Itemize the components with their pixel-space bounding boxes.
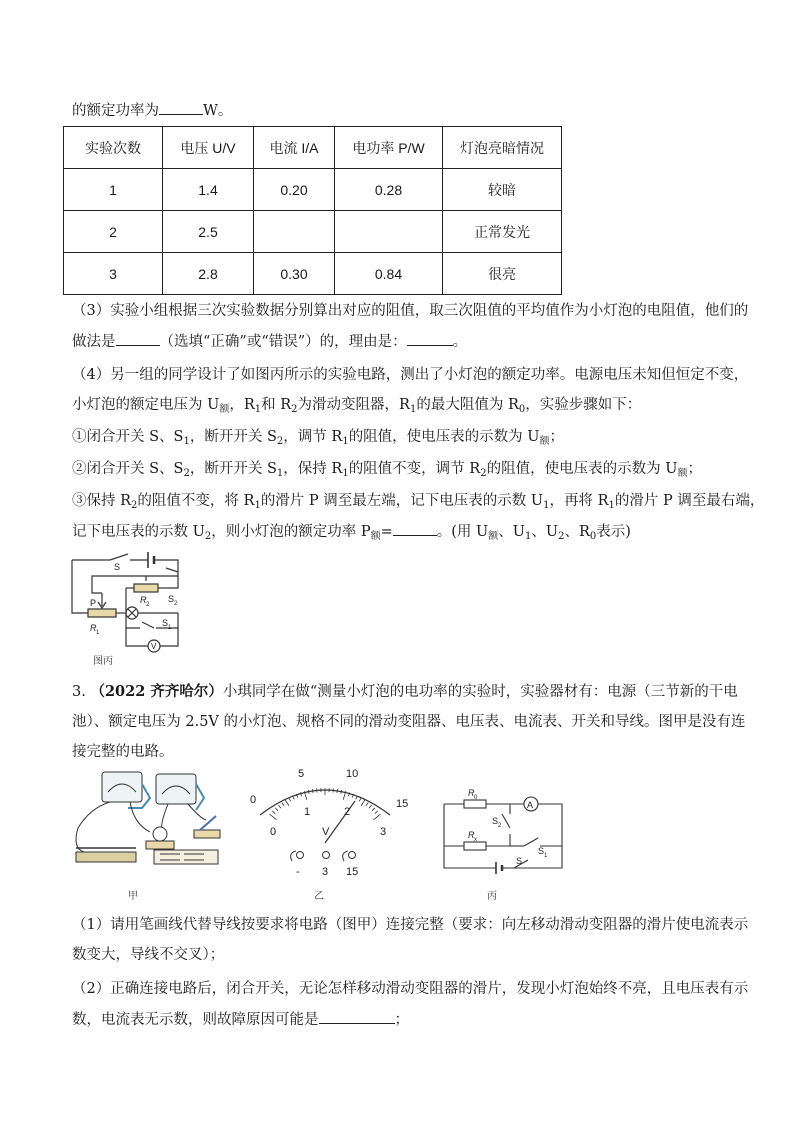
q4-step1: ①闭合开关 S、$S_1$，断开开关 $S_2$，调节 $R_1$的阻值，使电压表的示数为 $U_额$； (72, 429, 565, 447)
label-s: S (516, 856, 523, 866)
q4-step4: 记下电压表的示数 $U_2$，则小灯泡的额定功率 $P_额=$ 。(用 $U_额$、$U_1$、$U_2$、$R_0$表示) (72, 521, 631, 547)
rheostat-r2 (134, 584, 158, 592)
upper-tick-15: 15 (396, 798, 409, 810)
label-rx: R (468, 830, 475, 840)
dial-tick (366, 803, 368, 806)
table-cell: 较暗 (443, 169, 562, 211)
header-trial: 实验次数 (64, 127, 163, 169)
dial-tick (372, 808, 375, 811)
dial-tick (374, 814, 381, 820)
q4-step3: ③保持 $R_2$的阻值不变，将 $R_1$的滑片 P 调至最左端，记下电压表的示数 $U_1$，再将 $R_1$的滑片 P 调至最右端， (72, 493, 765, 511)
dial-tick (341, 790, 342, 794)
header-voltage: 电压 U/V (163, 127, 254, 169)
label-s2-sub: 2 (498, 823, 502, 829)
table-cell: 0.28 (335, 169, 443, 211)
wire (76, 802, 110, 852)
label-p: P (90, 598, 97, 608)
table-cell: 0.20 (254, 169, 335, 211)
table-header-row (64, 127, 562, 169)
resistor-r0 (464, 800, 486, 808)
dial-ticks (270, 788, 381, 820)
q3-line1: （3）实验小组根据三次实验数据分别算出对应的阻值，取三次阻值的平均值作为小灯泡的电阻值，他们的 (72, 303, 749, 319)
dial-tick (337, 789, 338, 793)
wire (130, 802, 150, 832)
table-cell: 0.84 (335, 253, 443, 295)
voltmeter-dial-figure-yi (240, 765, 410, 878)
label-s: S (114, 562, 121, 572)
dial-tick (289, 798, 291, 802)
dial-tick (312, 789, 313, 793)
label-r0: R (468, 788, 475, 798)
circuit-diagram-bing (440, 784, 570, 874)
meter-blue-tab (196, 784, 204, 810)
dial-tick (282, 803, 284, 806)
sub2-line2: 数，电流表无示数，则故障原因可能是 ； (72, 1009, 409, 1030)
dial-needle (325, 801, 355, 843)
label-r0-sub: 0 (474, 795, 478, 801)
dial-tick (375, 811, 378, 814)
question-source: （2022 齐齐哈尔） (90, 683, 223, 700)
switch-s2-blade (502, 814, 510, 828)
lower-tick-2: 2 (344, 806, 351, 818)
lamp-base (146, 841, 174, 849)
lower-tick-3: 3 (380, 826, 387, 838)
table-cell-blank-current[interactable] (254, 211, 335, 253)
wire (486, 834, 510, 846)
rated-power-formula-blank[interactable] (393, 521, 437, 536)
label-s1-sub: 1 (544, 853, 548, 859)
upper-tick-0: 0 (250, 794, 257, 806)
fault-reason-blank[interactable] (319, 1009, 395, 1024)
wire (162, 804, 168, 830)
table-cell: 0.30 (254, 253, 335, 295)
switch-s2-blade (166, 568, 178, 572)
experiment-data-table (63, 126, 562, 295)
resistor-rx (464, 842, 486, 850)
table-row (64, 169, 562, 211)
wire (506, 804, 562, 868)
lower-tick-1: 1 (304, 806, 311, 818)
label-rx-sub: x (474, 837, 477, 843)
q3-main-line3: 接完整的电路。 (72, 744, 174, 760)
rated-power-blank[interactable] (159, 100, 203, 115)
label-s1: S (538, 846, 545, 856)
label-a: A (527, 800, 534, 810)
dial-tick (275, 808, 278, 811)
table-cell: 正常发光 (443, 211, 562, 253)
wire (168, 572, 178, 588)
header-current: 电流 I/A (254, 127, 335, 169)
lower-tick-0: 0 (270, 826, 277, 838)
rheostat-r1 (88, 609, 116, 617)
dial-tick (272, 811, 275, 814)
rheostat-device (76, 852, 136, 862)
dial-tick (369, 805, 372, 808)
terminal-15: 15 (346, 866, 359, 878)
meter-symbol-v: V (322, 826, 330, 838)
circuit-diagram-bing-small (70, 548, 200, 658)
table-cell: 2 (64, 211, 163, 253)
label-s2: S (492, 816, 499, 826)
label-v: V (151, 642, 157, 651)
dial-tick (361, 800, 365, 806)
sub1-line2: 数变大，导线不交叉）； (72, 947, 225, 963)
dial-tick (308, 790, 309, 794)
dial-tick (270, 814, 277, 820)
q3-line2: 做法是 （选填“正确”或“错误”）的，理由是： 。 (72, 331, 467, 352)
label-r2: R (140, 595, 147, 605)
caption-fig-jia: 甲 (128, 891, 138, 902)
caption-fig-bing-small: 图丙 (93, 656, 113, 667)
switch-base (194, 830, 220, 838)
lamp-cross (128, 609, 136, 617)
table-cell: 2.8 (163, 253, 254, 295)
table-cell: 1 (64, 169, 163, 211)
q4-line2: 小灯泡的额定电压为 $U_额$，$R_1$和 $R_2$为滑动变阻器，$R_1$的最大阻值为 $R_0$，实验步骤如下： (72, 397, 642, 415)
switch-s1-blade (524, 838, 538, 846)
terminal-knob (323, 852, 330, 859)
label-s2-sub: 2 (174, 601, 178, 607)
table-cell: 2.5 (163, 211, 254, 253)
wire (72, 560, 88, 613)
rated-power-line: 的额定功率为 W。 (72, 100, 232, 121)
terminal-negative: - (296, 866, 300, 878)
wire (188, 804, 206, 820)
lamp-bulb (153, 827, 167, 841)
q3-main-line2: 池）、额定电压为 2.5V 的小灯泡、规格不同的滑动变阻器、电压表、电流表、开关和导线。图甲是没有连 (72, 714, 746, 730)
q3-reason-blank[interactable] (407, 331, 453, 346)
upper-tick-10: 10 (346, 768, 359, 780)
label-s1-sub: 1 (168, 625, 172, 631)
terminal-knob (349, 852, 356, 859)
sub2-line1: （2）正确连接电路后，闭合开关，无论怎样移动滑动变阻器的滑片，发现小灯泡始终不亮，且电压表有示 (72, 981, 749, 997)
label-s2: S (168, 594, 175, 604)
dial-tick (359, 798, 361, 802)
table-cell: 很亮 (443, 253, 562, 295)
table-cell: 1.4 (163, 169, 254, 211)
q4-line1: （4）另一组的同学设计了如图丙所示的实验电路，测出了小灯泡的额定功率。电源电压未知但恒定不变， (72, 367, 749, 383)
q4-step2: ②闭合开关 S、$S_2$，断开开关 $S_1$，保持 $R_1$的阻值不变，调节 $R_2$的阻值，使电压表的示数为 $U_额$； (72, 461, 702, 479)
caption-fig-yi: 乙 (314, 891, 324, 902)
ammeter-device (156, 774, 196, 804)
label-r2-sub: 2 (146, 602, 150, 608)
label-s1: S (162, 618, 169, 628)
table-row (64, 211, 562, 253)
voltmeter-device (102, 772, 142, 802)
table-row (64, 253, 562, 295)
label-r1: R (90, 623, 97, 633)
dial-tick (278, 805, 281, 808)
upper-tick-5: 5 (298, 768, 305, 780)
q3-main-line1: 3. （2022 齐齐哈尔）小琪同学在做“测量小灯泡的电功率的实验时，实验器材有：电源（三节新的干电 (72, 683, 738, 700)
table-cell-blank-power[interactable] (335, 211, 443, 253)
caption-fig-bing: 丙 (487, 891, 497, 902)
apparatus-figure-jia (70, 768, 250, 878)
battery-pack (154, 850, 218, 864)
sub1-line1: （1）请用笔画线代替导线按要求将电路（图甲）连接完整（要求：向左移动滑动变阻器的滑片使电流表示 (72, 917, 749, 933)
q3-correctness-blank[interactable] (116, 331, 160, 346)
switch-s-blade (110, 554, 128, 560)
label-r1-sub: 1 (96, 630, 100, 636)
header-power: 电功率 P/W (335, 127, 443, 169)
dial-tick (285, 800, 289, 806)
table-cell: 3 (64, 253, 163, 295)
header-brightness: 灯泡亮暗情况 (443, 127, 562, 169)
terminal-knob (297, 852, 304, 859)
switch-s1-blade (142, 622, 154, 628)
terminal-3: 3 (322, 866, 329, 878)
